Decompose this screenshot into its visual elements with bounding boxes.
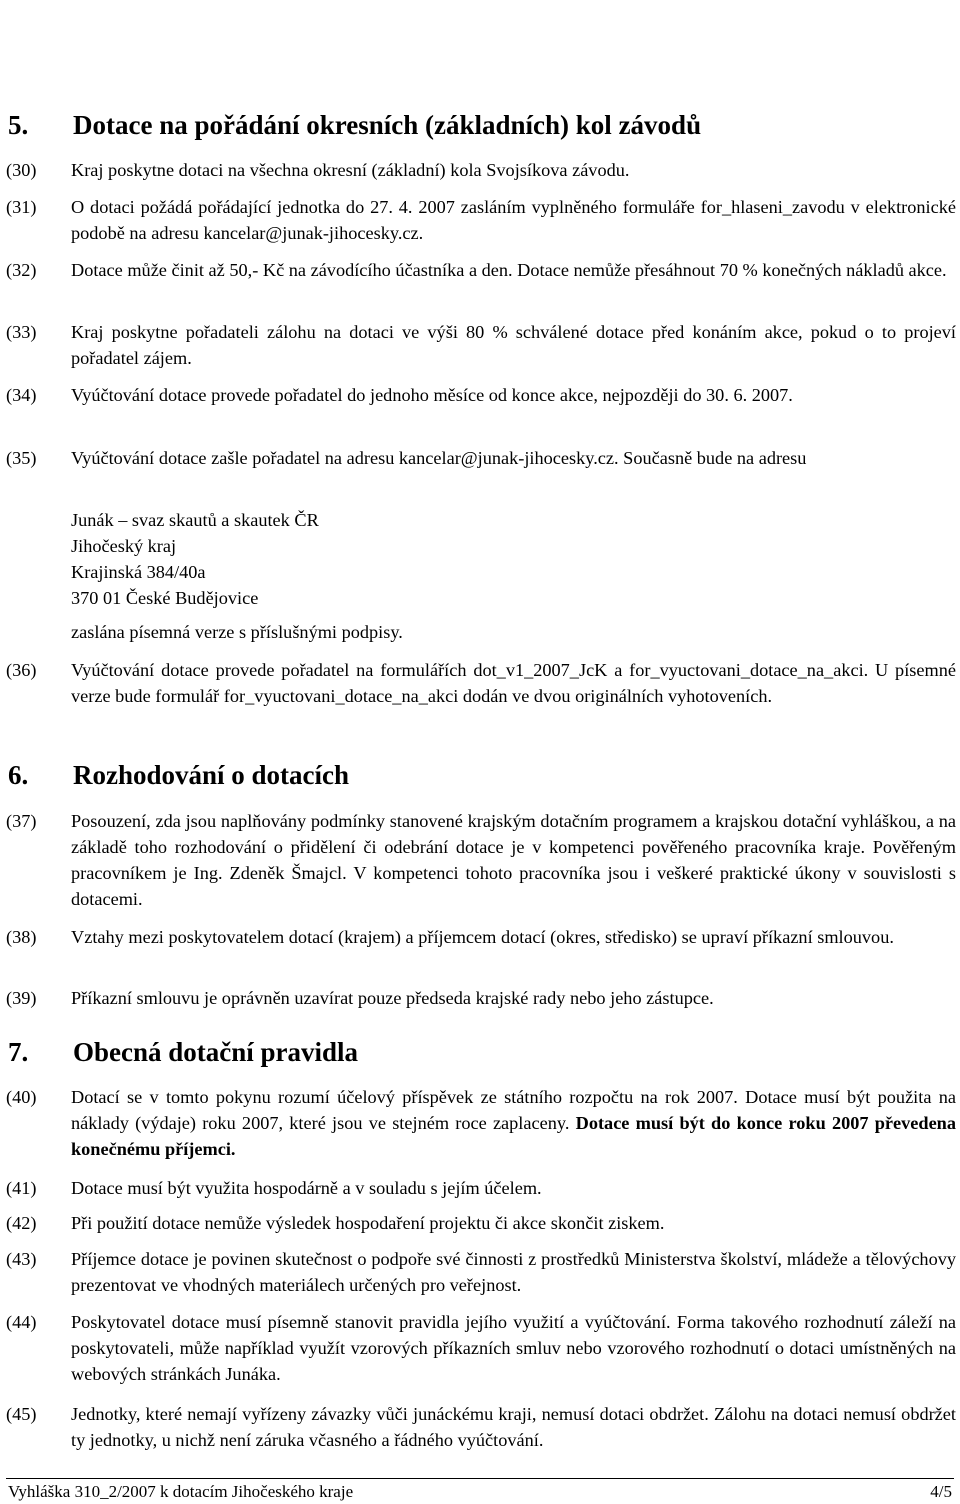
paragraph-number: (35) <box>6 448 37 468</box>
paragraph-text: Příkazní smlouvu je oprávněn uzavírat pouze předseda krajské rady nebo jeho zástupce. <box>71 988 714 1008</box>
paragraph-number: (31) <box>6 197 37 217</box>
footer-title: Vyhláška 310_2/2007 k dotacím Jihočeského kraje <box>8 1482 354 1501</box>
paragraph-text: Jednotky, které nemají vyřízeny závazky vůči junáckému kraji, nemusí dotaci obdržet. Zálohu na dotaci nemusí obdržet ty jednotky, u nichž není záruka včasného a řádného vyúčtování. <box>71 1404 956 1450</box>
paragraph-text: Posouzení, zda jsou naplňovány podmínky stanovené krajským dotačním programem a krajskou dotační vyhláškou, a na základě toho rozhodování o přidělení či odebrání dotace je v kompetenci pověřeného pracovníka kraje. Pověřeným pracovníkem je Ing. Zdeněk Šmajcl. V kompetenci tohoto pracovníka jsou i veškeré praktické úkony v souvislosti s dotacemi. <box>71 811 956 909</box>
paragraph-34 <box>6 382 956 408</box>
address-line: Krajinská 384/40a <box>71 562 206 582</box>
section-number: 7. <box>8 1037 29 1067</box>
section-heading-6 <box>8 760 349 790</box>
paragraph-number: (37) <box>6 811 37 831</box>
paragraph-38 <box>6 924 956 950</box>
paragraph-37 <box>6 808 956 912</box>
paragraph-text: O dotaci požádá pořádající jednotka do 27. 4. 2007 zasláním vyplněného formuláře for_hlaseni_zavodu v elektronické podobě na adresu kancelar@junak-jihocesky.cz. <box>71 197 956 243</box>
paragraph-40 <box>6 1084 956 1162</box>
address-block <box>71 507 319 611</box>
paragraph-33 <box>6 319 956 371</box>
section-heading-5 <box>8 110 701 140</box>
address-line: Jihočeský kraj <box>71 536 177 556</box>
paragraph-45 <box>6 1401 956 1453</box>
section-title: Dotace na pořádání okresních (základních) kol závodů <box>73 110 702 140</box>
page-number: 4/5 <box>930 1482 952 1501</box>
paragraph-text: Kraj poskytne pořadateli zálohu na dotaci ve výši 80 % schválené dotace před konáním akce, pokud o to projeví pořadatel zájem. <box>71 322 956 368</box>
paragraph-number: (40) <box>6 1087 37 1107</box>
paragraph-number: (30) <box>6 160 37 180</box>
paragraph-number: (44) <box>6 1312 37 1332</box>
paragraph-text: Dotace může činit až 50,- Kč na závodícího účastníka a den. Dotace nemůže přesáhnout 70 % konečných nákladů akce. <box>71 260 947 280</box>
paragraph-43 <box>6 1246 956 1298</box>
paragraph-35 <box>6 445 956 471</box>
paragraph-text <box>71 1084 956 1162</box>
footer-divider <box>6 1478 954 1479</box>
paragraph-number: (33) <box>6 322 37 342</box>
paragraph-32 <box>6 257 956 283</box>
paragraph-31 <box>6 194 956 246</box>
paragraph-number: (43) <box>6 1249 37 1269</box>
paragraph-39 <box>6 985 956 1011</box>
section-number: 6. <box>8 760 29 790</box>
paragraph-number: (38) <box>6 927 37 947</box>
paragraph-text: Při použití dotace nemůže výsledek hospodaření projektu či akce skončit ziskem. <box>71 1213 665 1233</box>
paragraph-text: Vyúčtování dotace zašle pořadatel na adresu kancelar@junak-jihocesky.cz. Současně bude na adresu <box>71 448 807 468</box>
paragraph-number: (36) <box>6 660 37 680</box>
paragraph-text: Vztahy mezi poskytovatelem dotací (krajem) a příjemcem dotací (okres, středisko) se upraví příkazní smlouvou. <box>71 927 894 947</box>
paragraph-text-regular: Dotací se v tomto pokynu rozumí účelový příspěvek ze státního rozpočtu na rok 2007. Dotace musí být použita na náklady (výdaje) roku 2007, které jsou ve stejném roce zaplaceny. <box>71 1087 956 1133</box>
paragraph-text: Poskytovatel dotace musí písemně stanovit pravidla jejího využití a vyúčtování. Forma takového rozhodnutí záleží na poskytovateli, může například využít vzorových příkazních smluv nebo vzorového rozhodnutí o dotaci umístněných na webových stránkách Junáka. <box>71 1312 956 1384</box>
section-number: 5. <box>8 110 29 140</box>
section-heading-7 <box>8 1037 358 1067</box>
paragraph-41 <box>6 1175 956 1201</box>
paragraph-44 <box>6 1309 956 1387</box>
section-title: Obecná dotační pravidla <box>73 1037 359 1067</box>
paragraph-text: Vyúčtování dotace provede pořadatel do jednoho měsíce od konce akce, nejpozději do 30. 6. 2007. <box>71 385 793 405</box>
paragraph-35-continuation: zaslána písemná verze s příslušnými podpisy. <box>71 622 403 642</box>
paragraph-42 <box>6 1210 956 1236</box>
paragraph-number: (32) <box>6 260 37 280</box>
paragraph-36 <box>6 657 956 709</box>
address-line: 370 01 České Budějovice <box>71 588 259 608</box>
paragraph-text: Příjemce dotace je povinen skutečnost o podpoře své činnosti z prostředků Ministerstva školství, mládeže a tělovýchovy prezentovat ve vhodných materiálech určených pro veřejnost. <box>71 1249 956 1295</box>
paragraph-number: (39) <box>6 988 37 1008</box>
paragraph-text-bold: Dotace musí být do konce roku 2007 převedena konečnému příjemci. <box>71 1113 956 1159</box>
address-line: Junák – svaz skautů a skautek ČR <box>71 510 319 530</box>
paragraph-number: (34) <box>6 385 37 405</box>
paragraph-30 <box>6 157 956 183</box>
paragraph-text: Vyúčtování dotace provede pořadatel na formulářích dot_v1_2007_JcK a for_vyuctovani_dotace_na_akci. U písemné verze bude formulář for_vyuctovani_dotace_na_akci dodán ve dvou originálních vyhotoveních. <box>71 660 956 706</box>
paragraph-text: Kraj poskytne dotaci na všechna okresní (základní) kola Svojsíkova závodu. <box>71 160 630 180</box>
paragraph-number: (42) <box>6 1213 37 1233</box>
paragraph-number: (41) <box>6 1178 37 1198</box>
paragraph-number: (45) <box>6 1404 37 1424</box>
paragraph-text: Dotace musí být využita hospodárně a v souladu s jejím účelem. <box>71 1178 542 1198</box>
section-title: Rozhodování o dotacích <box>73 760 350 790</box>
